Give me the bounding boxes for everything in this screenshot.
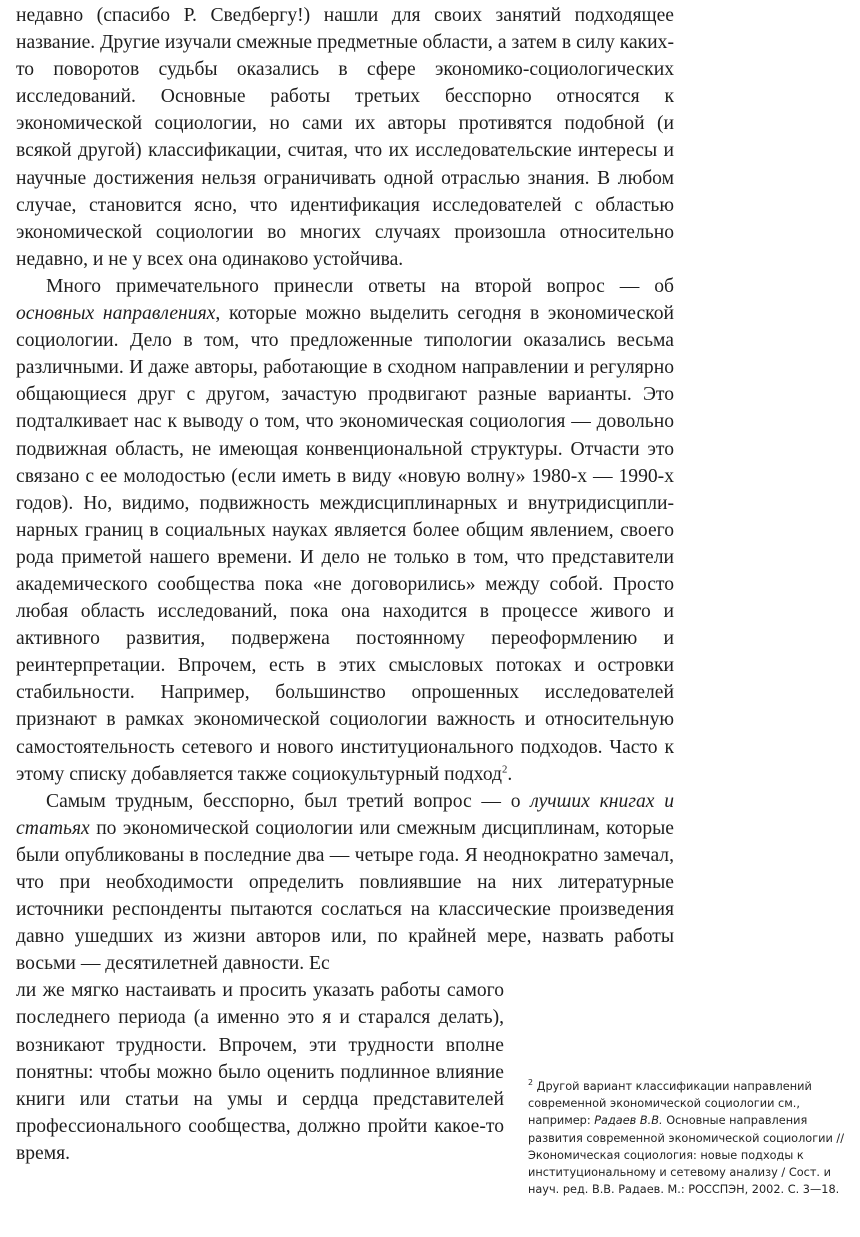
footnote-text-start: Другой вариант классификации направлений современной экономической социологии см., например: bbox=[528, 1080, 812, 1128]
footnote-author: Радаев В.В. bbox=[594, 1114, 663, 1128]
paragraph-2-text-start: Много примечательного принесли ответы на второй вопрос — об bbox=[46, 275, 674, 297]
paragraph-2-emphasis: основных направлениях bbox=[16, 303, 216, 325]
footnote-2 bbox=[528, 1078, 848, 1198]
paragraph-2-period: . bbox=[507, 763, 513, 785]
paragraph-3-emphasis: лучших книгах и статьях bbox=[16, 790, 674, 839]
main-text-column bbox=[16, 2, 674, 1167]
footnote-reference-2: 2 bbox=[502, 763, 508, 776]
paragraph-3-text-start: Самым трудным, бесспорно, был третий вопрос — о bbox=[46, 790, 531, 812]
footnote-text-rest: Основные направления развития современной экономической социологии // Экономическая социология: новые подходы к институциональному и сетевому анализу / Сост. и науч. ред. В.В. Радаев. М.: РОССПЭН, 2002. С. 3—18. bbox=[528, 1114, 845, 1197]
paragraph-3-text-rest: по экономической социологии или смежным дисциплинам, которые были опубликованы в последние два — четыре года. Я неоднократно замечал, что при необходимости определить повлиявшие на них литературные источники респонденты пытаются сослаться на классические произведения давно ушедших из жизни авторов или, по крайней мере, назвать работы восьми — десятилетней давности. Ес bbox=[16, 817, 674, 975]
footnote-mark: 2 bbox=[528, 1078, 534, 1088]
paragraph-3 bbox=[16, 788, 674, 978]
paragraph-2-text-rest: , которые можно выделить сегодня в экономической социологии. Дело в том, что предложенные типологии оказались весьма различными. И даже авторы, работающие в сходном направлении и регулярно общающиеся друг с другом, зачастую продвигают разные варианты. Это подталкивает нас к выводу о том, что экономическая социология — довольно подвижная область, не имеющая конвенциональной структуры. Отчасти это связано с ее молодостью (если иметь в виду «новую волну» 1980-х — 1990-х годов). Но, видимо, подвижность междисциплинарных и внутридисциплинарных границ в социальных науках является более общим явлением, своего рода приметой нашего времени. И дело не только в том, что представители академического сообщества пока «не договорились» между собой. Просто любая область исследований, пока она находится в процессе живого и активного развития, подвержена постоянному переоформлению и реинтерпретации. Впрочем, есть в этих смысловых потоках и островки стабильности. Например, большинство опрошенных исследователей признают в рамках экономической социологии важность и относительную самостоятельность сетевого и нового институционального подходов. Часто к этому списку добавляется также социокультурный подход bbox=[16, 303, 674, 785]
paragraph-1: недавно (спасибо Р. Сведбергу!) нашли для своих занятий подходящее название. Другие изучали смежные предметные области, а затем в силу каких-то поворотов судьбы оказались в сфере экономико-социологических исследований. Основные работы третьих бесспорно относятся к экономической социологии, но сами их авторы противятся подобной (и всякой другой) классификации, считая, что их исследовательские интересы и научные достижения нельзя ограничивать одной отраслью знания. В любом случае, становится ясно, что идентификация исследователей с областью экономической социологии во многих случаях произошла относительно недавно, и не у всех она одинаково устойчива. bbox=[16, 5, 674, 270]
paragraph-3-continuation: ли же мягко настаивать и просить указать работы самого последнего периода (а именно это я и старался делать), возникают трудности. Впрочем, эти трудности вполне понятны: чтобы можно было оценить подлинное влияние книги или статьи на умы и сердца представителей профессионального сообщества, должно пройти какое-то время. bbox=[16, 980, 504, 1164]
paragraph-2 bbox=[16, 273, 674, 788]
